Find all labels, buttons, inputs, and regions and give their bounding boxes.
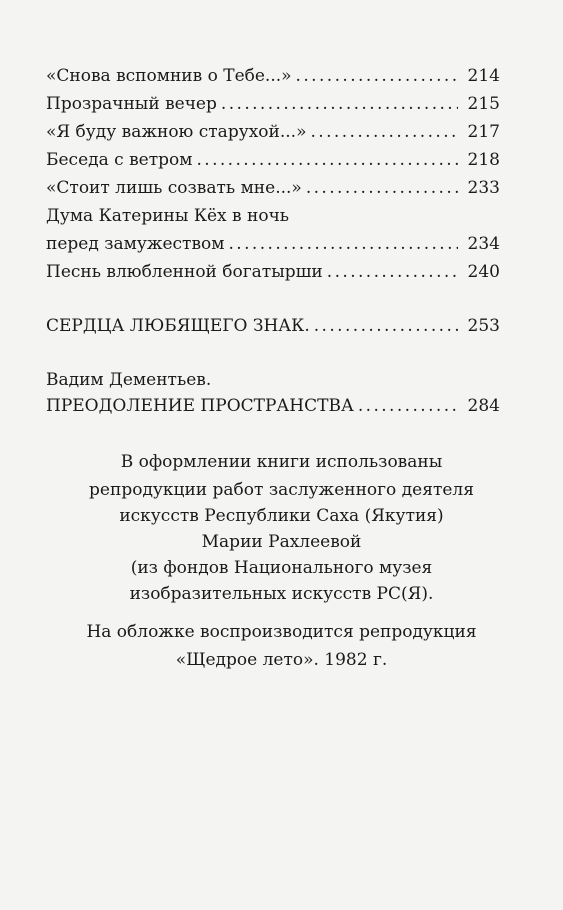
toc-entry-title: Песнь влюбленной богатырши xyxy=(46,262,323,282)
design-note-line: искусств Республики Саха (Якутия) xyxy=(119,506,444,526)
toc-entry-page: 253 xyxy=(467,316,500,336)
toc-leader-dots xyxy=(306,178,458,198)
author-name: Вадим Дементьев. xyxy=(46,370,212,390)
toc-entry-page: 217 xyxy=(467,122,500,142)
toc-entry xyxy=(46,66,500,86)
toc-leader-dots xyxy=(358,396,458,416)
toc-entry-title-line1: Дума Катерины Кёх в ночь xyxy=(46,206,290,226)
toc-entry-title: Прозрачный вечер xyxy=(46,94,217,114)
cover-note-line: На обложке воспроизводится репродукция xyxy=(86,622,477,642)
toc-leader-dots xyxy=(327,262,458,282)
toc-entry-page: 284 xyxy=(467,396,500,416)
toc-leader-dots xyxy=(196,150,458,170)
toc-entry-page: 214 xyxy=(467,66,500,86)
toc-entry-title: «Стоит лишь созвать мне...» xyxy=(46,178,302,198)
toc-entry-page: 240 xyxy=(467,262,500,282)
toc-section-entry xyxy=(46,316,500,336)
toc-leader-dots xyxy=(310,122,458,142)
toc-entry xyxy=(46,178,500,198)
toc-entry xyxy=(46,150,500,170)
toc-entry-page: 215 xyxy=(467,94,500,114)
toc-section-entry xyxy=(46,396,500,416)
toc-entry-page: 234 xyxy=(467,234,500,254)
toc-entry-title: перед замужеством xyxy=(46,234,225,254)
toc-entry xyxy=(46,234,500,254)
design-note-line: изобразительных искусств РС(Я). xyxy=(129,584,434,604)
toc-entry xyxy=(46,122,500,142)
cover-note-line: «Щедрое лето». 1982 г. xyxy=(175,650,388,670)
toc-leader-dots xyxy=(221,94,458,114)
toc-entry-page: 218 xyxy=(467,150,500,170)
toc-leader-dots xyxy=(314,316,458,336)
design-note-line: Марии Рахлеевой xyxy=(201,532,362,552)
toc-entry xyxy=(46,262,500,282)
toc-entry-title: «Снова вспомнив о Тебе...» xyxy=(46,66,292,86)
toc-entry-title: «Я буду важною старухой...» xyxy=(46,122,307,142)
toc-entry-title: Беседа с ветром xyxy=(46,150,193,170)
toc-leader-dots xyxy=(296,66,458,86)
toc-entry xyxy=(46,94,500,114)
toc-section-title: ПРЕОДОЛЕНИЕ ПРОСТРАНСТВА xyxy=(46,396,354,416)
toc-section-title: СЕРДЦА ЛЮБЯЩЕГО ЗНАК. xyxy=(46,316,310,336)
toc-leader-dots xyxy=(229,234,459,254)
design-note-line: В оформлении книги использованы xyxy=(120,452,443,472)
design-note-line: (из фондов Национального музея xyxy=(130,558,433,578)
toc-entry-page: 233 xyxy=(467,178,500,198)
design-note-line: репродукции работ заслуженного деятеля xyxy=(89,480,474,500)
